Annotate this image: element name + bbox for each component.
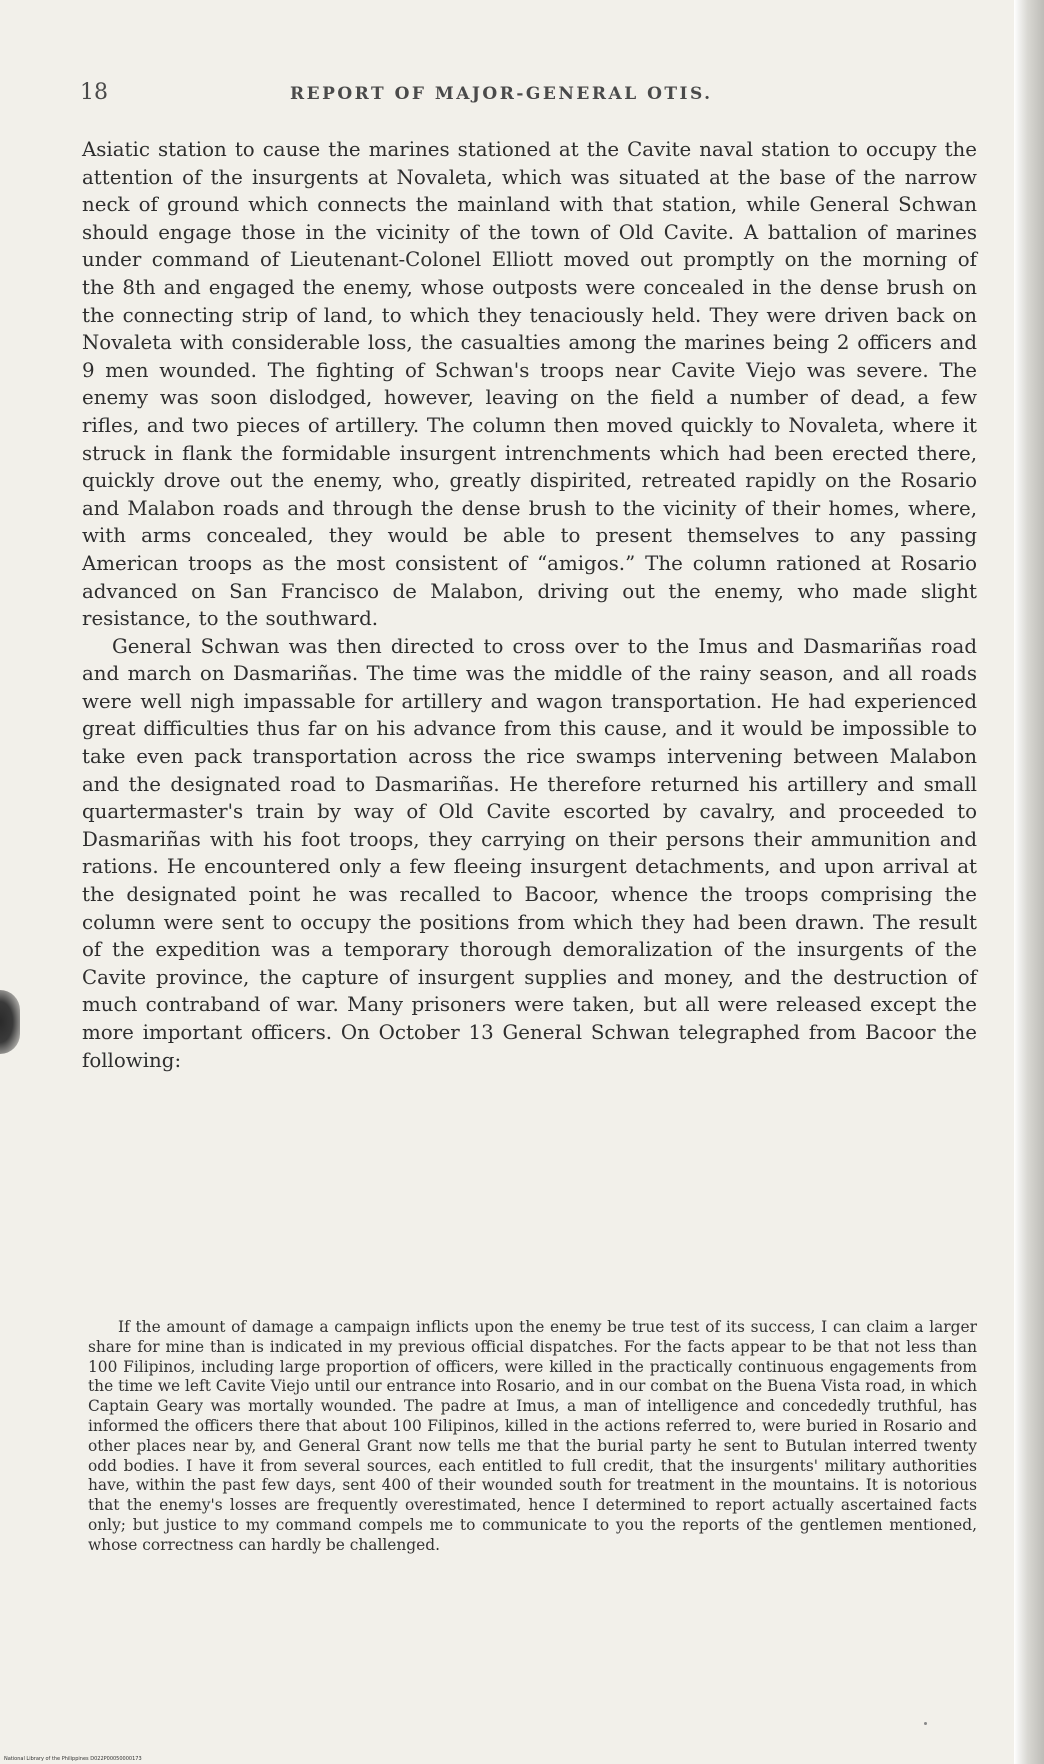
page-binding-edge: [1014, 0, 1044, 1764]
block-quote: If the amount of damage a campaign inflicts upon the enemy be true test of its success, I can claim a larger share for mine than is indicated in my previous official dispatches. For the facts appear to be that not less than 100 Filipinos, including large proportion of officers, were killed in the practically continuous engagements from the time we left Cavite Viejo until our entrance into Rosario, and in our combat on the Buena Vista road, in which Captain Geary was mortally wounded. The padre at Imus, a man of intelligence and concededly truthful, has informed the officers there that about 100 Filipinos, killed in the actions referred to, were buried in Rosario and other places near by, and General Grant now tells me that the burial party he sent to Butulan interred twenty odd bodies. I have it from several sources, each entitled to full credit, that the insurgents' military authorities have, within the past few days, sent 400 of their wounded south for treatment in the mountains. It is notorious that the enemy's losses are frequently overestimated, hence I determined to report actually ascertained facts only; but justice to my command compels me to communicate to you the reports of the gentlemen mentioned, whose correctness can hardly be challenged.: [88, 1318, 977, 1554]
page-header: [80, 80, 960, 110]
running-title: REPORT OF MAJOR-GENERAL OTIS.: [290, 84, 713, 104]
scan-speck: [924, 1722, 927, 1725]
page-number: 18: [80, 80, 108, 105]
body-text: [82, 136, 977, 1074]
paragraph: Asiatic station to cause the marines stationed at the Cavite naval station to occupy the attention of the insurgents at Novaleta, which was situated at the base of the narrow neck of ground which connects the mainland with that station, while General Schwan should engage those in the vicinity of the town of Old Cavite. A battalion of marines under command of Lieutenant-Colonel Elliott moved out promptly on the morning of the 8th and engaged the enemy, whose outposts were concealed in the dense brush on the connecting strip of land, to which they tenaciously held. They were driven back on Novaleta with considerable loss, the casualties among the marines being 2 officers and 9 men wounded. The fighting of Schwan's troops near Cavite Viejo was severe. The enemy was soon dislodged, however, leaving on the field a number of dead, a few rifles, and two pieces of artillery. The column then moved quickly to Novaleta, where it struck in flank the formidable insurgent intrenchments which had been erected there, quickly drove out the enemy, who, greatly dispirited, retreated rapidly on the Rosario and Malabon roads and through the dense brush to the vicinity of their homes, where, with arms concealed, they would be able to present themselves to any passing American troops as the most consistent of “amigos.” The column rationed at Rosario advanced on San Francisco de Malabon, driving out the enemy, who made slight resistance, to the southward.: [82, 138, 977, 631]
scan-credit: National Library of the Philippines D022P00050000173: [4, 1756, 142, 1762]
scan-shadow: [0, 990, 20, 1054]
paragraph: General Schwan was then directed to cross over to the Imus and Dasmariñas road and march on Dasmariñas. The time was the middle of the rainy season, and all roads were well nigh impassable for artillery and wagon transportation. He had experienced great difficulties thus far on his advance from this cause, and it would be impossible to take even pack transportation across the rice swamps intervening between Malabon and the designated road to Dasmariñas. He therefore returned his artillery and small quartermaster's train by way of Old Cavite escorted by cavalry, and proceeded to Dasmariñas with his foot troops, they carrying on their persons their ammunition and rations. He encountered only a few fleeing insurgent detachments, and upon arrival at the designated point he was recalled to Bacoor, whence the troops comprising the column were sent to occupy the positions from which they had been drawn. The result of the expedition was a temporary thorough demoralization of the insurgents of the Cavite province, the capture of insurgent supplies and money, and the destruction of much contraband of war. Many prisoners were taken, but all were released except the more important officers. On October 13 General Schwan telegraphed from Bacoor the following:: [82, 634, 977, 1072]
